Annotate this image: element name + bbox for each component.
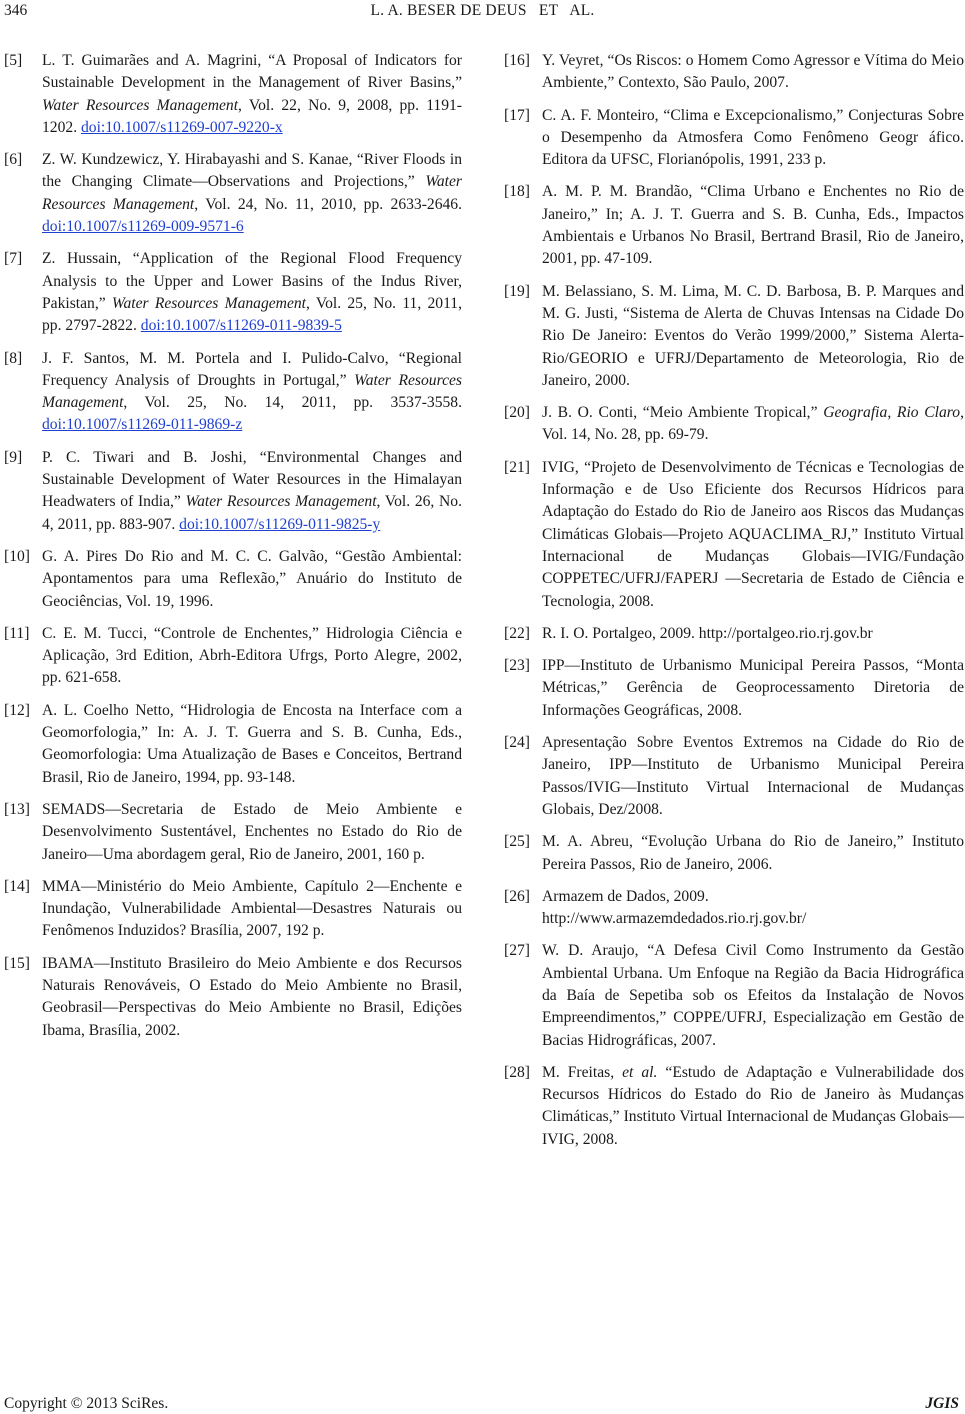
reference-text xyxy=(542,623,964,645)
journal-abbreviation: JGIS xyxy=(925,1395,959,1412)
reference-segment: IVIG, “Projeto de Desenvolvimento de Técnicas e Tecnologias de Informação e de Uso Eficiente dos Recursos Hídricos para Adaptação do Estado do Rio de Janeiro aos Riscos das Mudanças Climáticas Globais—Projeto AQUACLIMA_RJ,” Instituto Virtual Internacional de Mudanças Globais—IVIG/Fundação COPPETEC/UFRJ/FAPERJ —Secretaria de Estado de Ciência e Tecnologia, 2008. xyxy=(542,458,964,610)
reference-segment: C. E. M. Tucci, “Controle de Enchentes,” Hidrologia Ciência e Aplicação, 3rd Edition, Abrh-Editora Ufrgs, Porto Alegre, 2002, pp. 621-658. xyxy=(42,624,462,687)
reference-segment: , Vol. 24, No. 11, 2010, pp. 2633-2646. xyxy=(194,195,462,213)
doi-link[interactable]: doi:10.1007/s11269-011-9869-z xyxy=(42,416,243,434)
page-number: 346 xyxy=(4,2,28,19)
reference-number: [24] xyxy=(504,734,530,752)
reference-segment: M. Freitas, xyxy=(542,1063,623,1081)
doi-link[interactable]: doi:10.1007/s11269-011-9839-5 xyxy=(140,317,342,335)
doi-link[interactable]: doi:10.1007/s11269-009-9571-6 xyxy=(42,218,244,236)
reference-segment: Z. Hussain, “Application of the Regional Flood Frequency Analysis to the Upper and Lower Basins of the Indus River, Pakistan,” xyxy=(42,250,462,312)
reference-text xyxy=(42,876,462,943)
reference-text xyxy=(542,457,964,613)
doi-link[interactable]: doi:10.1007/s11269-007-9220-x xyxy=(80,118,283,136)
reference-segment: Armazem de Dados, 2009. xyxy=(542,887,709,905)
references-left-column xyxy=(4,50,462,1052)
reference-entry xyxy=(504,457,964,613)
italic-title: Water Resources Management xyxy=(42,173,462,213)
reference-entry xyxy=(4,50,462,139)
reference-number: [23] xyxy=(504,657,530,675)
reference-text xyxy=(42,50,462,139)
reference-entry xyxy=(504,623,964,645)
reference-segment: W. D. Araujo, “A Defesa Civil Como Instrumento da Gestão Ambiental Urbana. Um Enfoque na Região da Bacia Hidrográfica da Baía de Sepetiba sob os Efeitos da Instalação de Novos Empreendimentos,” COPPE/UFRJ, Especialização em Gestão de Bacias Hidrográficas, 2007. xyxy=(542,942,964,1049)
reference-text xyxy=(542,831,964,876)
reference-entry xyxy=(4,799,462,866)
reference-segment: SEMADS—Secretaria de Estado de Meio Ambiente e Desenvolvimento Sustentável, Enchentes no Estado do Rio de Janeiro—Uma abordagem geral, Rio de Janeiro, 2001, 160 p. xyxy=(42,800,462,863)
reference-entry xyxy=(4,953,462,1042)
reference-text xyxy=(542,281,964,392)
reference-entry xyxy=(4,348,462,437)
reference-number: [26] xyxy=(504,887,530,905)
reference-segment: , Vol. 25, No. 14, 2011, pp. 3537-3558. xyxy=(123,394,462,412)
reference-entry xyxy=(4,700,462,789)
reference-text xyxy=(542,50,964,95)
reference-number: [10] xyxy=(4,547,30,565)
reference-number: [15] xyxy=(4,954,30,972)
reference-segment: , Vol. 25, No. 11, 2011, pp. 2797-2822. xyxy=(42,294,462,335)
reference-text xyxy=(42,623,462,690)
reference-segment: Apresentação Sobre Eventos Extremos na Cidade do Rio de Janeiro, IPP—Instituto de Urbanismo Municipal Pereira Passos/IVIG—Instituto Virtual Internacional de Mudanças Globais, Dez/2008. xyxy=(542,734,964,818)
reference-text xyxy=(542,1062,964,1151)
copyright-notice: Copyright © 2013 SciRes. xyxy=(4,1395,169,1412)
reference-number: [16] xyxy=(504,52,530,69)
reference-number: [6] xyxy=(4,151,23,169)
reference-number: [11] xyxy=(4,624,30,642)
reference-text xyxy=(542,732,964,821)
reference-entry xyxy=(504,886,964,931)
reference-number: [5] xyxy=(4,52,23,69)
reference-segment: M. A. Abreu, “Evolução Urbana do Rio de Janeiro,” Instituto Pereira Passos, Rio de Janeiro, 2006. xyxy=(542,833,964,873)
reference-segment: J. B. O. Conti, “Meio Ambiente Tropical,” xyxy=(542,404,824,422)
reference-entry xyxy=(4,623,462,690)
reference-number: [25] xyxy=(504,833,530,851)
reference-text xyxy=(42,700,462,789)
reference-segment: A. L. Coelho Netto, “Hidrologia de Encosta na Interface com a Geomorfologia,” In: A. J. T. Guerra and S. B. Cunha, Eds., Geomorfologia: Uma Atualização de Bases e Conceitos, Bertrand Brasil, Rio de Janeiro, 1994, pp. 93-148. xyxy=(42,701,462,786)
reference-entry xyxy=(504,1062,964,1151)
reference-segment: R. I. O. Portalgeo, 2009. http://portalgeo.rio.rj.gov.br xyxy=(542,624,873,642)
reference-entry xyxy=(4,876,462,943)
italic-title: Geografia xyxy=(823,404,888,422)
reference-text xyxy=(542,886,964,931)
reference-number: [14] xyxy=(4,877,30,895)
reference-entry xyxy=(504,655,964,722)
page-header xyxy=(0,2,965,24)
reference-text xyxy=(42,546,462,613)
reference-text xyxy=(542,105,964,172)
reference-number: [28] xyxy=(504,1063,530,1081)
reference-number: [19] xyxy=(504,282,530,300)
reference-text xyxy=(542,181,964,270)
reference-entry xyxy=(4,546,462,613)
reference-segment: Y. Veyret, “Os Riscos: o Homem Como Agressor e Vítima do Meio Ambiente,” Contexto, São Paulo, 2007. xyxy=(542,52,964,92)
reference-text xyxy=(42,248,462,337)
reference-entry xyxy=(504,402,964,447)
reference-text xyxy=(42,149,462,238)
reference-segment: “Estudo de Adaptação e Vulnerabilidade dos Recursos Hídricos do Estado do Rio de Janeiro às Mudanças Climáticas,” Instituto Virtual Internacional de Mudanças Globais—IVIG, 2008. xyxy=(542,1063,964,1148)
reference-text xyxy=(542,940,964,1051)
reference-segment: IBAMA—Instituto Brasileiro do Meio Ambiente e dos Recursos Naturais Renováveis, O Estado do Meio Ambiente no Brasil, Geobrasil—Perspectivas do Meio Ambiente no Brasil, Edições Ibama, Brasília, 2002. xyxy=(42,954,462,1039)
reference-segment: MMA—Ministério do Meio Ambiente, Capítulo 2—Enchente e Inundação, Vulnerabilidade Ambiental—Desastres Naturais ou Fenômenos Induzidos? Brasília, 2007, 192 p. xyxy=(42,877,462,940)
reference-number: [9] xyxy=(4,448,23,466)
reference-entry xyxy=(4,149,462,238)
reference-number: [22] xyxy=(504,624,530,642)
reference-number: [17] xyxy=(504,106,530,124)
reference-text xyxy=(42,348,462,437)
reference-segment: , Vol. 22, No. 9, 2008, pp. 1191-1202. xyxy=(42,96,462,136)
reference-number: [20] xyxy=(504,404,530,422)
reference-segment: , Vol. 14, No. 28, pp. 69-79. xyxy=(542,404,965,444)
reference-segment: L. T. Guimarães and A. Magrini, “A Proposal of Indicators for Sustainable Development in the Management of River Basins,” xyxy=(42,52,462,92)
reference-entry xyxy=(504,732,964,821)
reference-segment: C. A. F. Monteiro, “Clima e Excepcionalismo,” Conjecturas Sobre o Desempenho da Atmosfera Como Fenômeno Geogr áfico. Editora da UFSC, Florianópolis, 1991, 233 p. xyxy=(542,106,964,169)
reference-text xyxy=(42,447,462,536)
reference-number: [8] xyxy=(4,349,23,367)
reference-text xyxy=(42,953,462,1042)
reference-text xyxy=(542,655,964,722)
italic-title: Rio Claro xyxy=(896,404,961,422)
reference-number: [13] xyxy=(4,800,30,818)
reference-number: [21] xyxy=(504,458,530,476)
references-right-column xyxy=(504,50,964,1161)
reference-segment: M. Belassiano, S. M. Lima, M. C. D. Barbosa, B. P. Marques and M. G. Justi, “Sistema de Alerta de Chuvas Intensas na Cidade Do Rio De Janeiro: Eventos do Verão 1999/2000,” Sistema Alerta-Rio/GEORIO e UFRJ/Departamento de Meteorologia, Rio de Janeiro, 2000. xyxy=(542,282,964,389)
italic-title: Water Resources Management xyxy=(185,493,377,511)
reference-number: [12] xyxy=(4,701,30,719)
italic-title: Water Resources Management xyxy=(111,294,306,312)
reference-number: [7] xyxy=(4,250,23,268)
running-head: L. A. BESER DE DEUS ET AL. xyxy=(370,2,595,19)
reference-segment: , xyxy=(887,404,897,422)
reference-text xyxy=(42,799,462,866)
reference-segment: A. M. P. M. Brandão, “Clima Urbano e Enchentes no Rio de Janeiro,” In; A. J. T. Guerra and S. B. Cunha, Eds., Impactos Ambientais e Urbanos No Brasil, Bertrand Brasil, Rio de Janeiro, 2001, pp. 47-109. xyxy=(542,183,964,268)
reference-segment: J. F. Santos, M. M. Portela and I. Pulido-Calvo, “Regional Frequency Analysis of Droughts in Portugal,” xyxy=(42,349,462,389)
reference-segment: P. C. Tiwari and B. Joshi, “Environmental Changes and Sustainable Development of Water Resources in the Himalayan Headwaters of India,” xyxy=(42,448,462,511)
reference-text xyxy=(542,402,964,447)
reference-entry xyxy=(504,50,964,95)
reference-segment: IPP—Instituto de Urbanismo Municipal Pereira Passos, “Monta Métricas,” Gerência de Geoprocessamento Diretoria de Informações Geográficas, 2008. xyxy=(542,657,964,719)
italic-title: Water Resources Management xyxy=(42,96,239,114)
reference-segment: G. A. Pires Do Rio and M. C. C. Galvão, “Gestão Ambiental: Apontamentos para uma Reflexão,” Anuário do Instituto de Geociências, Vol. 19, 1996. xyxy=(42,547,462,610)
reference-number: [27] xyxy=(504,942,530,960)
reference-entry xyxy=(504,940,964,1051)
reference-entry xyxy=(4,248,462,337)
reference-segment: Z. W. Kundzewicz, Y. Hirabayashi and S. Kanae, “River Floods in the Changing Climate—Observations and Projections,” xyxy=(42,151,462,191)
reference-entry xyxy=(504,281,964,392)
italic-title: Water Resources Management xyxy=(42,371,462,412)
reference-entry xyxy=(4,447,462,536)
italic-title: et al. xyxy=(622,1063,658,1081)
reference-number: [18] xyxy=(504,183,530,201)
reference-entry xyxy=(504,831,964,876)
reference-segment: , Vol. 26, No. 4, 2011, pp. 883-907. xyxy=(42,493,462,533)
doi-link[interactable]: doi:10.1007/s11269-011-9825-y xyxy=(179,515,381,533)
reference-url: http://www.armazemdedados.rio.rj.gov.br/ xyxy=(542,910,807,928)
reference-entry xyxy=(504,181,964,270)
reference-entry xyxy=(504,105,964,172)
